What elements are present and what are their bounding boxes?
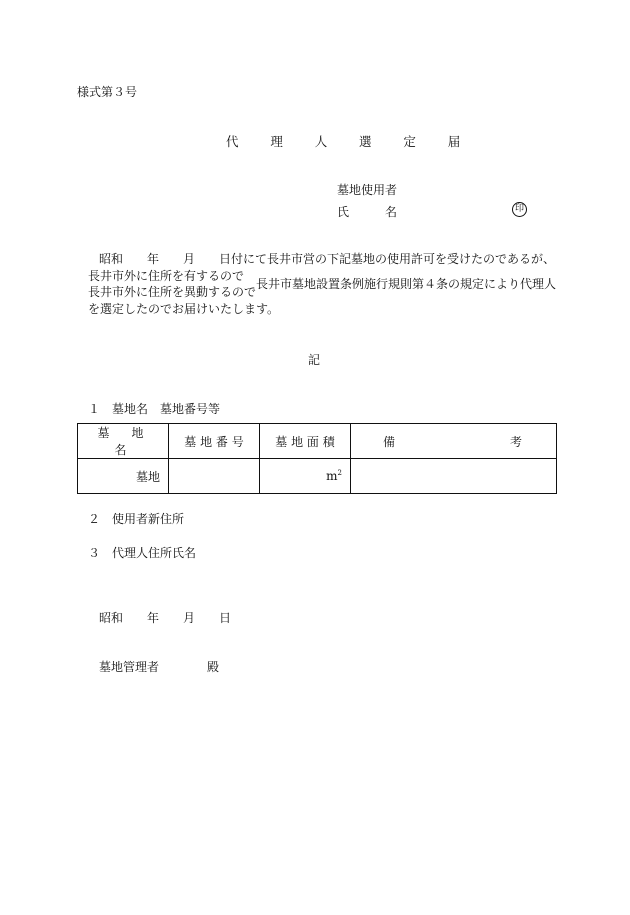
header-grave-name: 墓 地 名: [78, 424, 169, 459]
body-option-1: 長井市外に住所を有するので: [88, 269, 245, 283]
cell-grave-area: [260, 459, 351, 494]
cell-grave-name: 墓地: [78, 459, 169, 494]
title-char: 代: [226, 134, 239, 149]
area-unit-exponent: 2: [337, 469, 342, 477]
table-header-row: [78, 424, 557, 459]
applicant-label: 墓地使用者: [337, 183, 398, 197]
header-grave-number: 墓 地 番 号: [169, 424, 260, 459]
header-remarks-right: 考: [509, 434, 522, 449]
section-3-heading: ３ 代理人住所氏名: [88, 546, 197, 560]
header-grave-area: 墓 地 面 積: [260, 424, 351, 459]
cell-grave-number: [169, 459, 260, 494]
body-continuation: 長井市墓地設置条例施行規則第４条の規定により代理人: [256, 277, 557, 291]
title-char: 人: [314, 134, 328, 149]
header-remarks-left: 備: [383, 434, 396, 449]
manager-label: 墓地管理者: [99, 660, 160, 674]
grave-table: [77, 423, 557, 494]
table-row: [78, 459, 557, 494]
seal-mark: 印: [512, 202, 527, 217]
title-char: 届: [447, 134, 461, 149]
title-char: 理: [270, 134, 283, 149]
section-1-heading: １ 墓地名 墓地番号等: [88, 402, 221, 416]
date-line: 昭和 年 月 日: [99, 611, 232, 625]
header-remarks: [351, 424, 557, 459]
area-unit: m: [326, 469, 338, 483]
applicant-name-label: 氏 名: [337, 205, 398, 219]
document-title: [226, 134, 460, 150]
title-char: 定: [403, 134, 416, 149]
section-2-heading: ２ 使用者新住所: [88, 512, 185, 526]
body-option-2: 長井市外に住所を異動するので: [88, 285, 257, 299]
ki-heading: 記: [308, 353, 321, 367]
title-char: 選: [359, 134, 372, 149]
body-line-1: 昭和 年 月 日付にて長井市営の下記墓地の使用許可を受けたのであるが、: [99, 252, 556, 266]
body-line-last: を選定したのでお届けいたします。: [88, 302, 280, 316]
manager-honorific: 殿: [207, 660, 220, 674]
form-number: 様式第３号: [77, 85, 138, 99]
cell-remarks: [351, 459, 557, 494]
